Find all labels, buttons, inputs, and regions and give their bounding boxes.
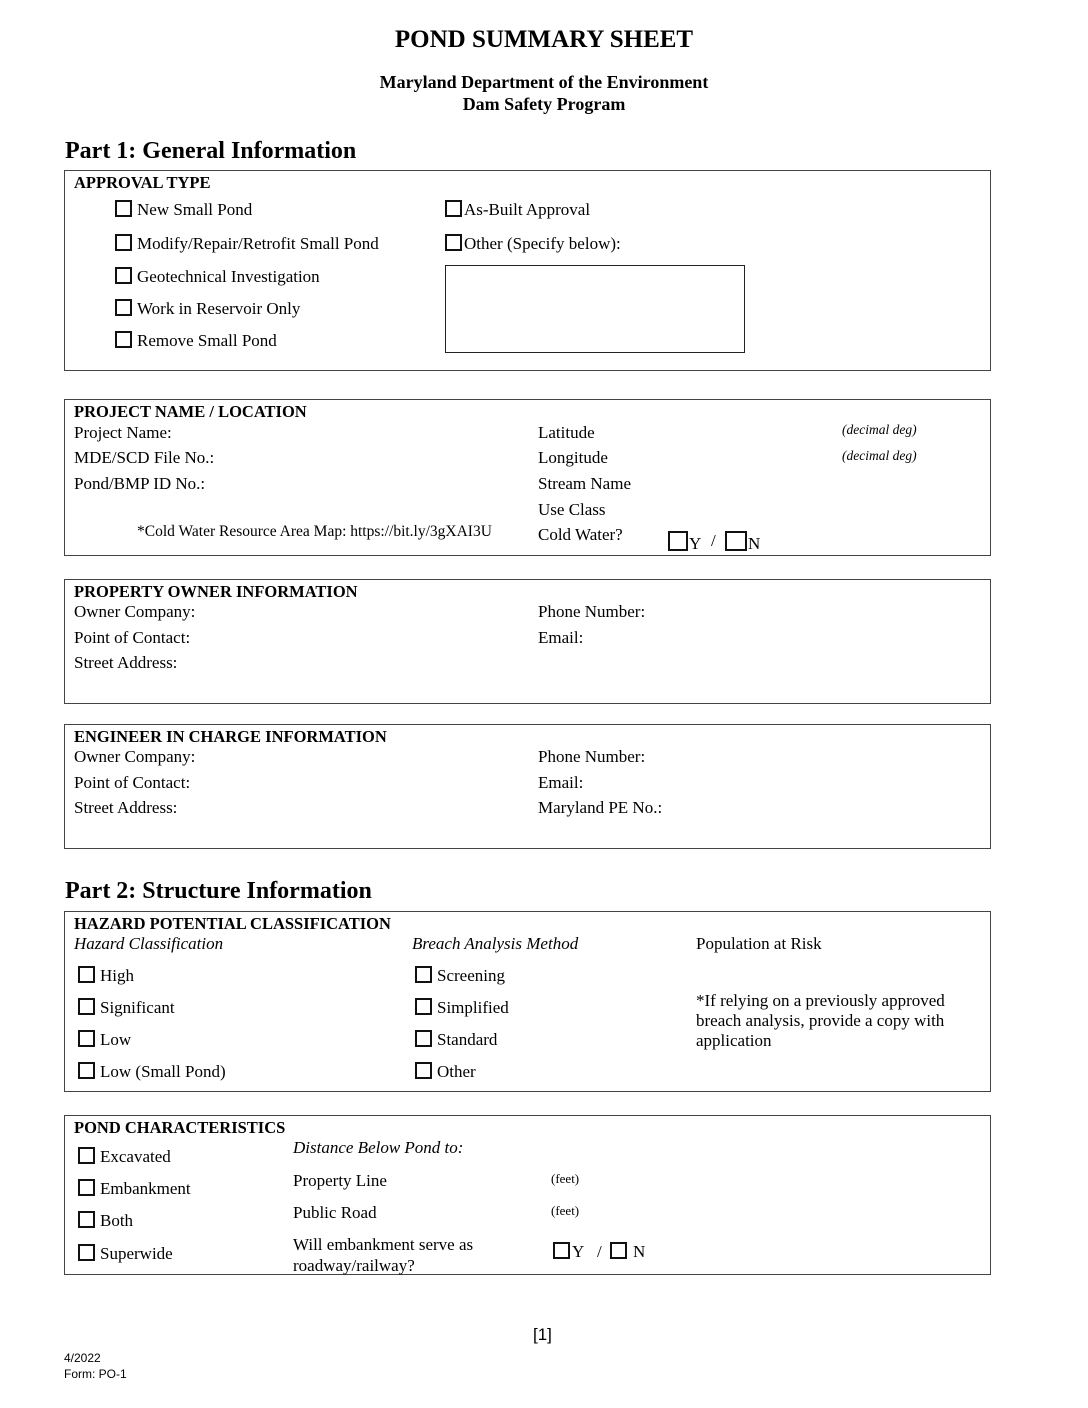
hazard-high[interactable]: High [78, 966, 134, 986]
approval-new-small-pond[interactable]: New Small Pond [115, 200, 252, 220]
owner-contact-label: Point of Contact: [74, 628, 191, 647]
distance-below-pond-title: Distance Below Pond to: [293, 1138, 464, 1157]
property-line-label: Property Line [293, 1171, 387, 1190]
owner-address-label: Street Address: [74, 653, 178, 672]
checkbox[interactable] [78, 1211, 95, 1228]
checkbox[interactable] [78, 1147, 95, 1164]
project-location-section [64, 399, 991, 556]
other-specify-input[interactable] [445, 265, 745, 353]
agency-name: Maryland Department of the Environment [379, 72, 709, 92]
pond-characteristics-section [64, 1115, 991, 1275]
approval-other[interactable]: Other (Specify below): [445, 234, 621, 254]
engineer-section [64, 724, 991, 849]
roadway-question-line1: Will embankment serve as [293, 1235, 474, 1254]
owner-email-label: Email: [538, 628, 584, 647]
engineer-header: ENGINEER IN CHARGE INFORMATION [74, 727, 387, 746]
longitude-unit: (decimal deg) [842, 448, 917, 463]
breach-standard[interactable]: Standard [415, 1030, 497, 1050]
pond-both[interactable]: Both [78, 1211, 133, 1231]
project-location-header: PROJECT NAME / LOCATION [74, 402, 307, 421]
checkbox[interactable] [78, 1244, 95, 1261]
approval-modify-repair[interactable]: Modify/Repair/Retrofit Small Pond [115, 234, 379, 254]
engineer-pe-label: Maryland PE No.: [538, 798, 663, 817]
longitude-label: Longitude [538, 448, 608, 467]
checkbox[interactable] [78, 1030, 95, 1047]
part1-heading: Part 1: General Information [65, 138, 357, 164]
engineer-phone-label: Phone Number: [538, 747, 646, 766]
hazard-header: HAZARD POTENTIAL CLASSIFICATION [74, 914, 391, 933]
roadway-no[interactable]: N [610, 1242, 645, 1262]
checkbox[interactable] [415, 998, 432, 1015]
checkbox[interactable] [725, 531, 747, 551]
approval-geotechnical[interactable]: Geotechnical Investigation [115, 267, 320, 287]
hazard-low-small-pond[interactable]: Low (Small Pond) [78, 1062, 226, 1082]
checkbox[interactable] [610, 1242, 627, 1259]
breach-other[interactable]: Other [415, 1062, 476, 1082]
checkbox[interactable] [115, 267, 132, 284]
checkbox[interactable] [78, 966, 95, 983]
use-class-label: Use Class [538, 500, 606, 519]
page-number: [1] [533, 1325, 552, 1344]
cold-water-yes[interactable]: Y [668, 531, 701, 554]
checkbox[interactable] [553, 1242, 570, 1259]
form-date: 4/2022 [64, 1351, 101, 1365]
hazard-classification-title: Hazard Classification [74, 934, 224, 953]
project-name-label: Project Name: [74, 423, 172, 442]
property-owner-header: PROPERTY OWNER INFORMATION [74, 582, 358, 601]
hazard-section [64, 911, 991, 1092]
checkbox[interactable] [445, 200, 462, 217]
hazard-low[interactable]: Low [78, 1030, 131, 1050]
page-title: POND SUMMARY SHEET [394, 26, 694, 53]
checkbox[interactable] [445, 234, 462, 251]
checkbox[interactable] [668, 531, 688, 551]
property-owner-section [64, 579, 991, 704]
stream-name-label: Stream Name [538, 474, 631, 493]
approval-type-section [64, 170, 991, 371]
latitude-label: Latitude [538, 423, 595, 442]
checkbox[interactable] [78, 998, 95, 1015]
program-name: Dam Safety Program [462, 94, 626, 114]
cold-water-map-note: *Cold Water Resource Area Map: https://bit.ly/3gXAI3U [137, 523, 492, 540]
pond-superwide[interactable]: Superwide [78, 1244, 173, 1264]
approval-type-header: APPROVAL TYPE [74, 173, 211, 192]
owner-company-label: Owner Company: [74, 602, 196, 621]
file-no-label: MDE/SCD File No.: [74, 448, 215, 467]
roadway-question-line2: roadway/railway? [293, 1256, 415, 1275]
engineer-email-label: Email: [538, 773, 584, 792]
cold-water-label: Cold Water? [538, 525, 623, 544]
approval-remove-small-pond[interactable]: Remove Small Pond [115, 331, 277, 351]
checkbox[interactable] [415, 1030, 432, 1047]
breach-simplified[interactable]: Simplified [415, 998, 509, 1018]
checkbox[interactable] [78, 1179, 95, 1196]
population-at-risk-label: Population at Risk [696, 934, 822, 953]
approval-as-built[interactable]: As-Built Approval [445, 200, 590, 220]
engineer-company-label: Owner Company: [74, 747, 196, 766]
cold-water-no[interactable]: N [725, 531, 760, 554]
part2-heading: Part 2: Structure Information [65, 878, 372, 904]
checkbox[interactable] [415, 1062, 432, 1079]
pond-embankment[interactable]: Embankment [78, 1179, 191, 1199]
checkbox[interactable] [415, 966, 432, 983]
cold-water-separator: / [711, 531, 716, 550]
public-road-unit: (feet) [551, 1203, 580, 1218]
owner-phone-label: Phone Number: [538, 602, 646, 621]
property-line-unit: (feet) [551, 1171, 580, 1186]
breach-copy-note: *If relying on a previously approved breach analysis, provide a copy with application [696, 991, 945, 1050]
roadway-yes[interactable]: Y [553, 1242, 584, 1262]
checkbox[interactable] [78, 1062, 95, 1079]
pond-id-label: Pond/BMP ID No.: [74, 474, 206, 493]
engineer-address-label: Street Address: [74, 798, 178, 817]
checkbox[interactable] [115, 331, 132, 348]
checkbox[interactable] [115, 234, 132, 251]
breach-method-title: Breach Analysis Method [412, 934, 579, 953]
latitude-unit: (decimal deg) [842, 422, 917, 437]
checkbox[interactable] [115, 299, 132, 316]
pond-excavated[interactable]: Excavated [78, 1147, 171, 1167]
public-road-label: Public Road [293, 1203, 377, 1222]
checkbox[interactable] [115, 200, 132, 217]
pond-characteristics-header: POND CHARACTERISTICS [74, 1118, 286, 1137]
breach-screening[interactable]: Screening [415, 966, 505, 986]
roadway-separator: / [597, 1242, 602, 1261]
approval-work-reservoir[interactable]: Work in Reservoir Only [115, 299, 300, 319]
form-id: Form: PO-1 [64, 1367, 127, 1381]
hazard-significant[interactable]: Significant [78, 998, 175, 1018]
engineer-contact-label: Point of Contact: [74, 773, 191, 792]
